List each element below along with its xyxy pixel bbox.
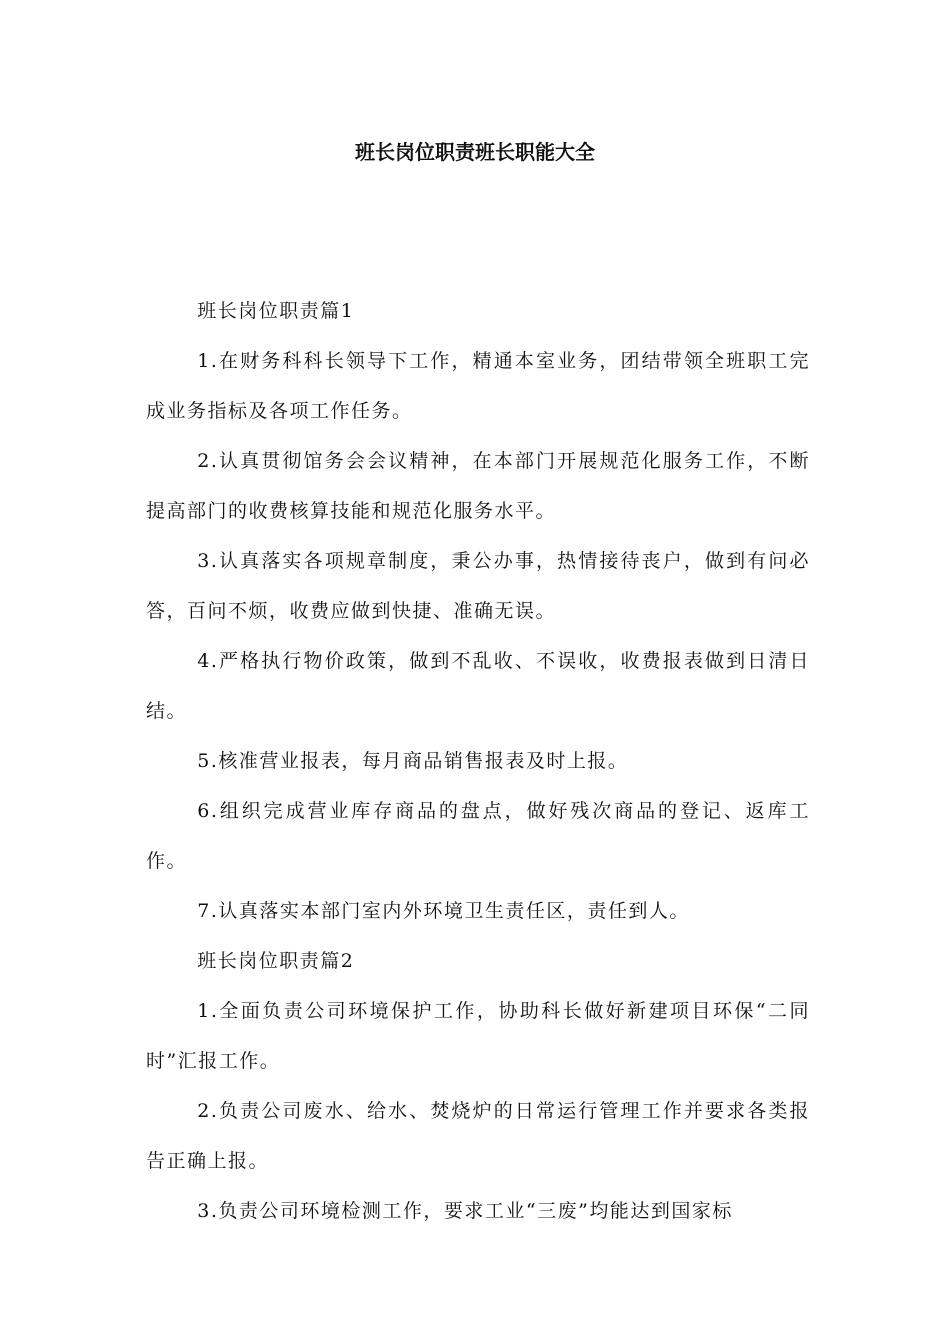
- paragraph: 1.在财务科科长领导下工作，精通本室业务，团结带领全班职工完成业务指标及各项工作任务。: [146, 350, 810, 422]
- paragraph: 2.认真贯彻馆务会会议精神，在本部门开展规范化服务工作，不断提高部门的收费核算技能和规范化服务水平。: [146, 450, 810, 522]
- paragraph: 3.负责公司环境检测工作，要求工业“三废”均能达到国家标: [197, 1200, 733, 1222]
- document-title: 班长岗位职责班长职能大全: [355, 140, 595, 164]
- paragraph: 7.认真落实本部门室内外环境卫生责任区，责任到人。: [197, 900, 690, 922]
- paragraph: 1.全面负责公司环境保护工作，协助科长做好新建项目环保“二同时”汇报工作。: [146, 1000, 810, 1072]
- paragraph: 3.认真落实各项规章制度，秉公办事，热情接待丧户，做到有问必答，百问不烦，收费应做到快捷、准确无误。: [146, 550, 810, 622]
- paragraph: 5.核准营业报表，每月商品销售报表及时上报。: [197, 750, 629, 772]
- document-body: [146, 286, 810, 1236]
- section-heading: 班长岗位职责篇2: [197, 950, 355, 972]
- paragraph: 2.负责公司废水、给水、焚烧炉的日常运行管理工作并要求各类报告正确上报。: [146, 1100, 810, 1172]
- paragraph: 6.组织完成营业库存商品的盘点，做好残次商品的登记、返库工作。: [146, 800, 810, 872]
- paragraph: 4.严格执行物价政策，做到不乱收、不误收，收费报表做到日清日结。: [146, 650, 810, 722]
- section-heading: 班长岗位职责篇1: [197, 300, 355, 322]
